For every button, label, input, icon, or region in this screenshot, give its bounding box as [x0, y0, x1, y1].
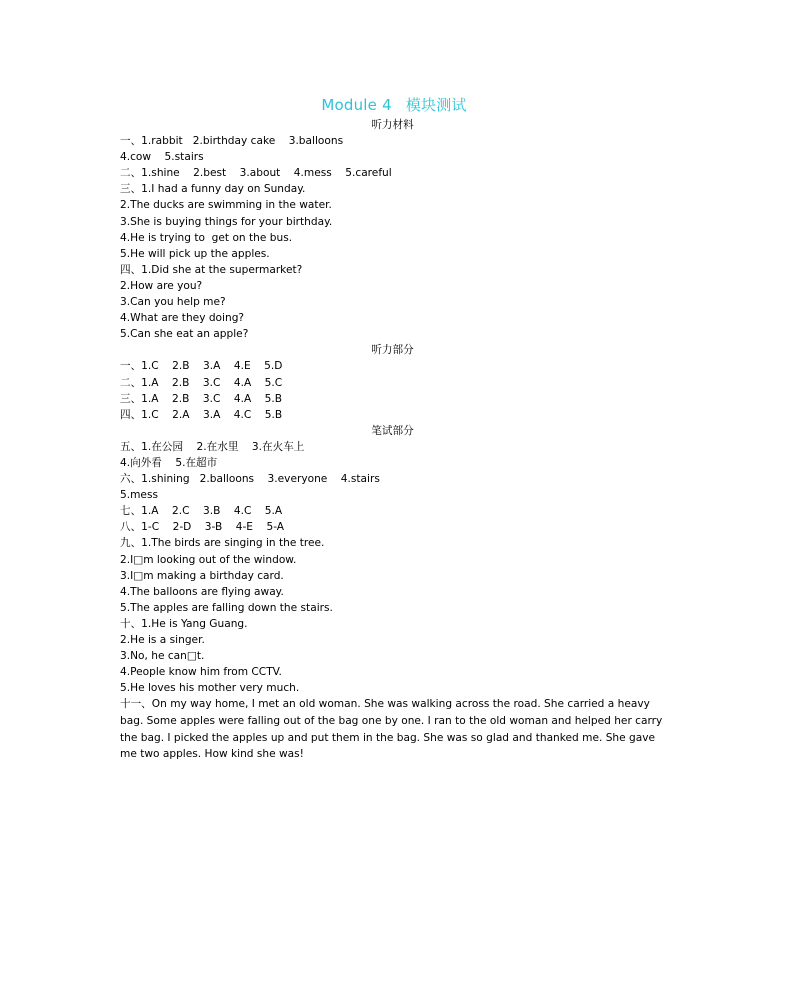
material-line: 3.Can you help me?	[120, 296, 226, 309]
writing-answer-line: 八、1-C 2-D 3-B 4-E 5-A	[120, 521, 285, 534]
answer-content	[120, 117, 665, 763]
page-title	[0, 94, 788, 115]
heading-listening-part: 听力部分	[371, 344, 414, 357]
writing-answer-line: 4.The balloons are flying away.	[120, 585, 284, 598]
listening-answer-line: 三、1.A 2.B 3.C 4.A 5.B	[120, 392, 283, 405]
listening-answer-line: 四、1.C 2.A 3.A 4.C 5.B	[120, 408, 283, 421]
material-line: 5.He will pick up the apples.	[120, 247, 270, 260]
material-line: 3.She is buying things for your birthday.	[120, 215, 333, 228]
writing-answer-line: 5.The apples are falling down the stairs.	[120, 601, 333, 614]
writing-answer-line: 九、1.The birds are singing in the tree.	[120, 537, 325, 550]
writing-answer-line: 2.He is a singer.	[120, 634, 205, 646]
writing-answer-line: 六、1.shining 2.balloons 3.everyone 4.stairs	[120, 473, 380, 486]
material-line: 2.The ducks are swimming in the water.	[120, 199, 332, 212]
writing-answer-line: 5.He loves his mother very much.	[120, 682, 300, 695]
material-line: 二、1.shine 2.best 3.about 4.mess 5.careful	[120, 167, 392, 180]
material-line: 三、1.I had a funny day on Sunday.	[120, 183, 306, 196]
writing-answer-line: 3.I□m making a birthday card.	[120, 569, 284, 582]
essay-paragraph: 十一、On my way home, I met an old woman. She was walking across the road. She carried a heavy bag. Some apples were falling out of the bag one by one. I ran to the old woman and helped her carry the bag. I picked the apples up and put them in the bag. She was so glad and thanked me. She gave me two apples. How kind she was!	[120, 698, 663, 761]
material-line: 四、1.Did she at the supermarket?	[120, 263, 303, 276]
material-line: 5.Can she eat an apple?	[120, 328, 249, 341]
listening-answer-line: 二、1.A 2.B 3.C 4.A 5.C	[120, 376, 283, 389]
heading-writing-part: 笔试部分	[371, 424, 414, 437]
listening-answer-line: 一、1.C 2.B 3.A 4.E 5.D	[120, 360, 283, 373]
heading-listening-material: 听力材料	[371, 119, 414, 131]
writing-answer-line: 七、1.A 2.C 3.B 4.C 5.A	[120, 505, 283, 518]
module-number: Module 4	[321, 96, 392, 114]
writing-answer-line: 十、1.He is Yang Guang.	[120, 617, 248, 630]
material-line: 4.What are they doing?	[120, 312, 245, 325]
material-line: 2.How are you?	[120, 279, 203, 292]
material-line: 4.He is trying to get on the bus.	[120, 231, 293, 244]
writing-answer-line: 4.People know him from CCTV.	[120, 666, 282, 679]
writing-answer-line: 3.No, he can□t.	[120, 650, 205, 663]
writing-answer-line: 5.mess	[120, 489, 158, 502]
module-name: 模块测试	[405, 96, 467, 114]
material-line: 4.cow 5.stairs	[120, 151, 204, 164]
writing-answer-line: 五、1.在公园 2.在水里 3.在火车上	[120, 440, 305, 453]
writing-answer-line: 4.向外看 5.在超市	[120, 456, 218, 469]
writing-answer-line: 2.I□m looking out of the window.	[120, 553, 297, 566]
material-line: 一、1.rabbit 2.birthday cake 3.balloons	[120, 135, 344, 148]
